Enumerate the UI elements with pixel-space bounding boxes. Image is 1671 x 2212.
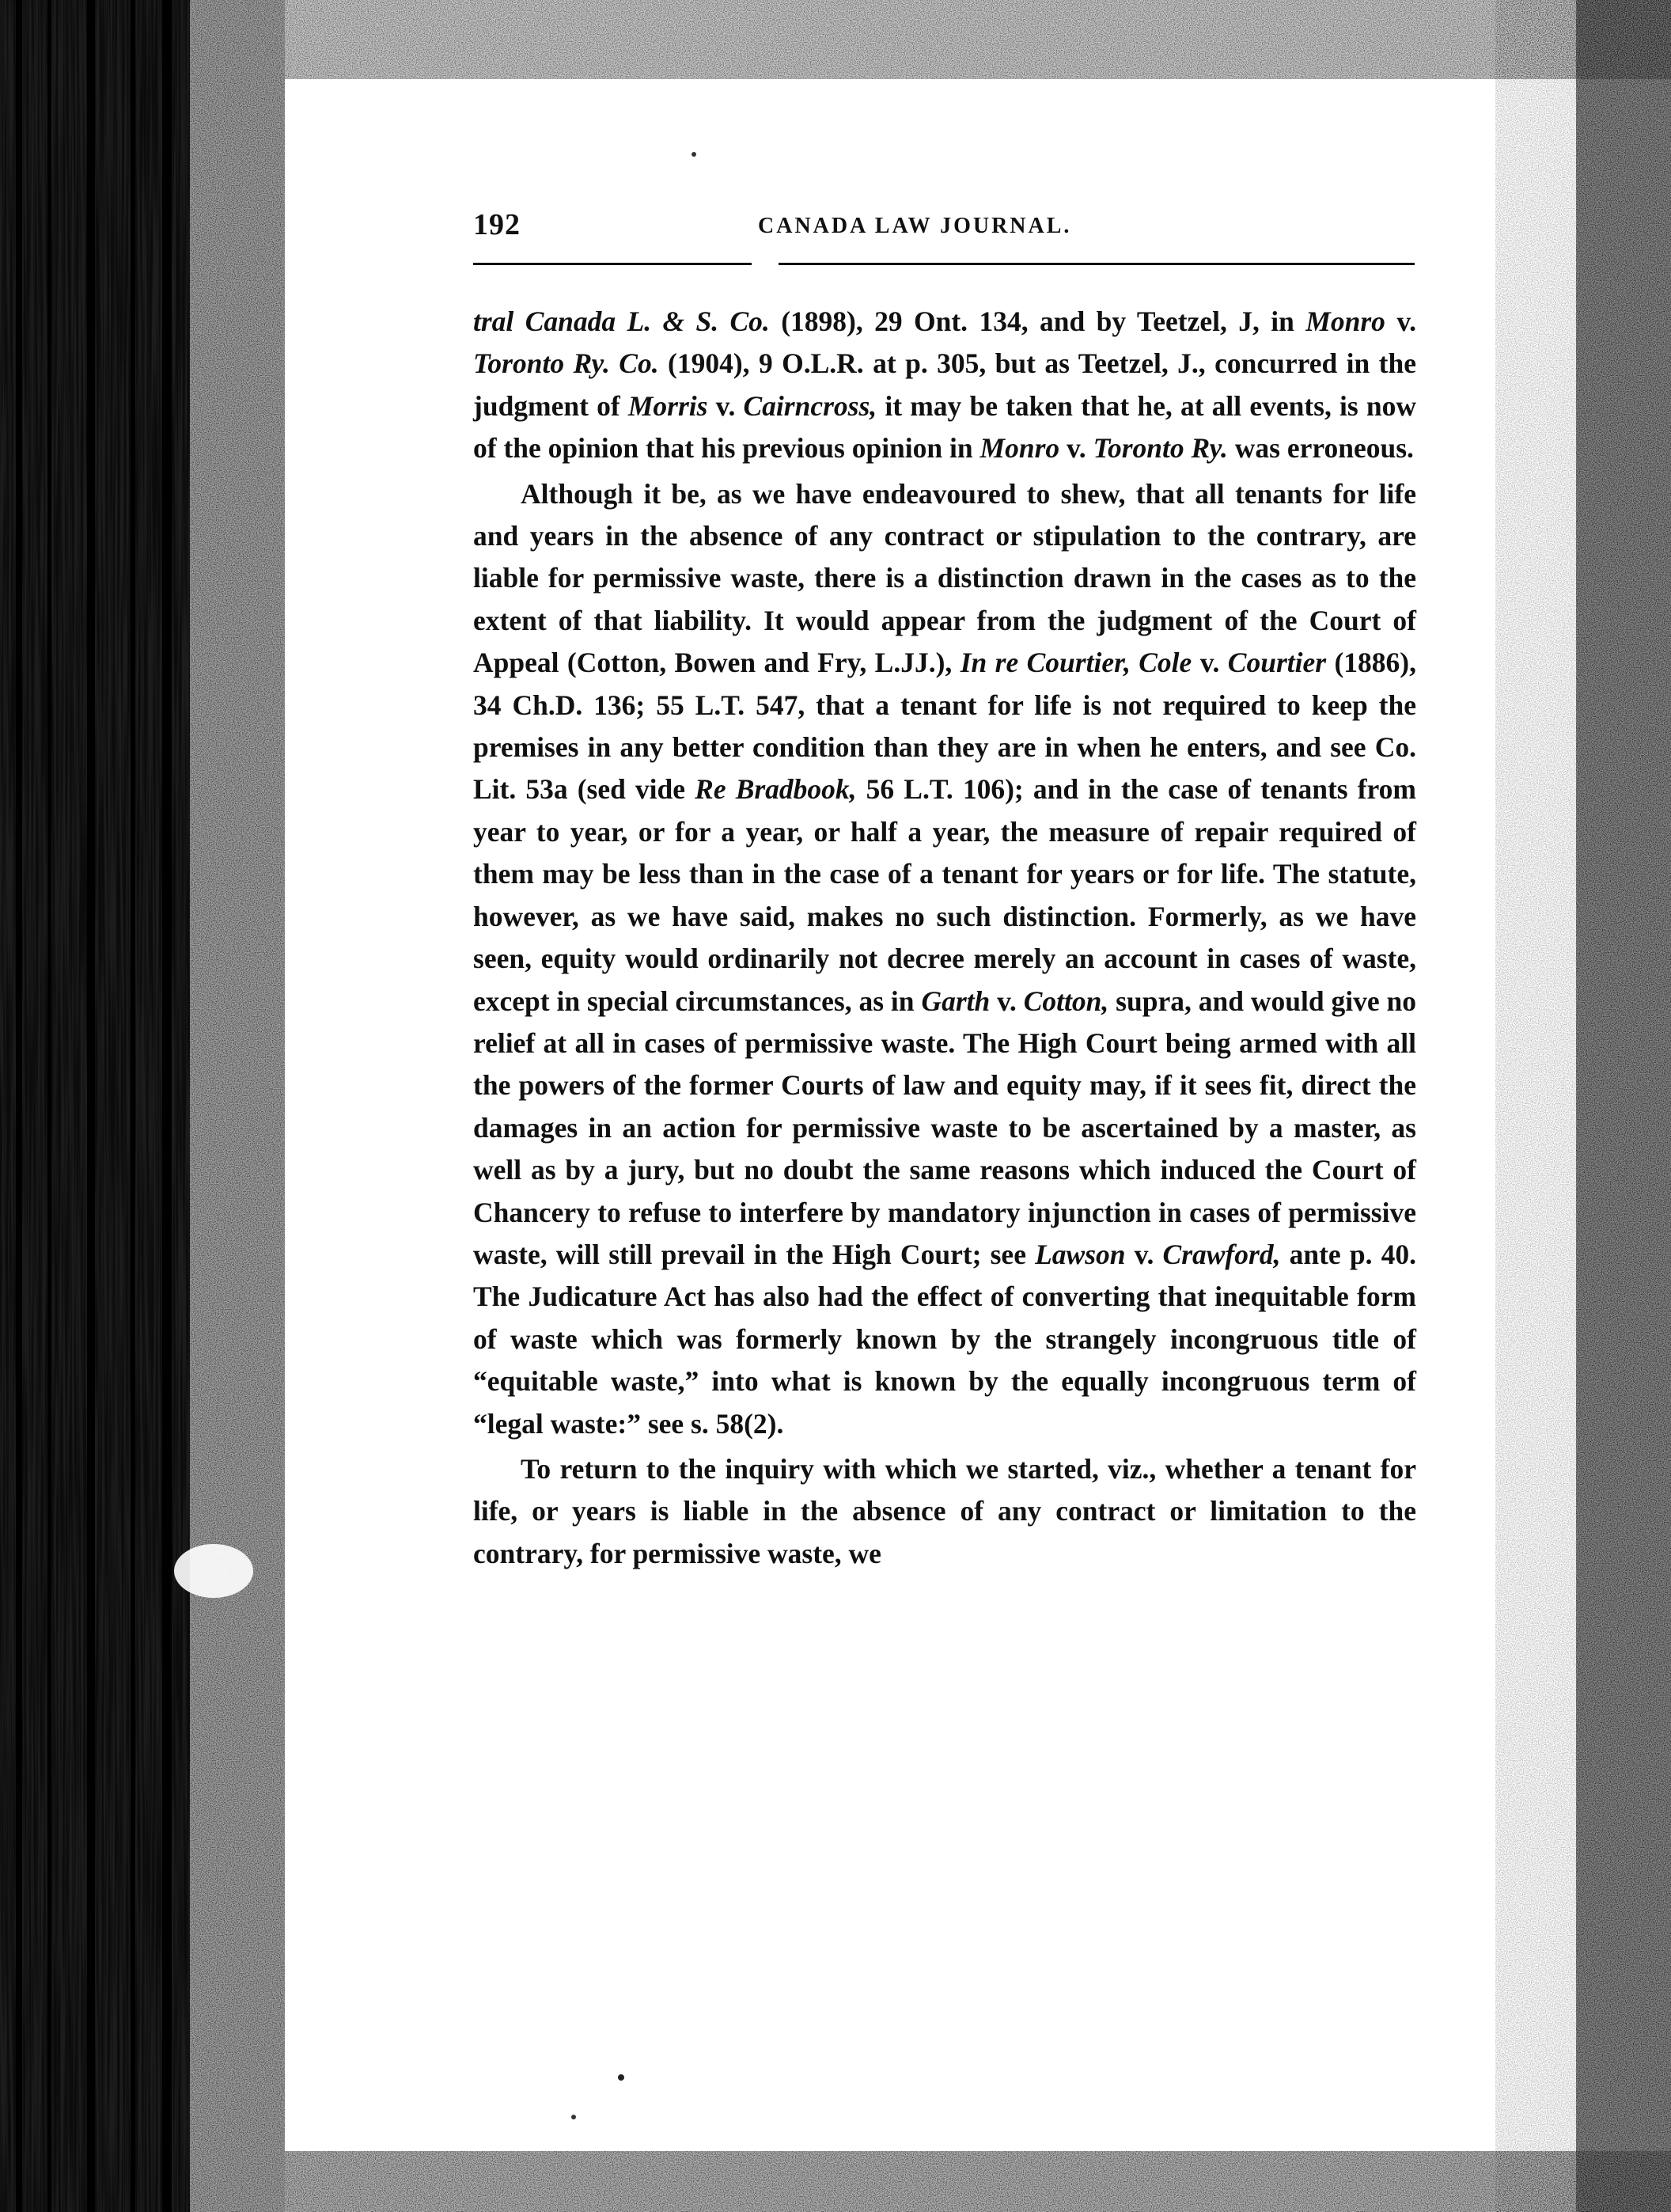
- case-name: Toronto Ry.: [1093, 432, 1228, 465]
- text-run: To return to the inquiry with which we started, viz., whether a tenant for life, or years is liable in the absence of any contract or limitation to the contrary, for permissive waste, we: [473, 1452, 1416, 1569]
- body-text: [473, 301, 1416, 1575]
- case-name: Cotton,: [1023, 985, 1109, 1017]
- case-name: Crawford,: [1162, 1238, 1281, 1270]
- case-name: Lawson: [1035, 1238, 1126, 1270]
- case-name: Courtier: [1227, 647, 1327, 679]
- text-run: v.: [1385, 305, 1416, 337]
- paragraph: [473, 1448, 1416, 1575]
- text-run: ante p. 40. The Judicature Act has also had the effect of converting that inequitable form of waste which was formerly known by the strangely incongruous title of “equitable waste,” into what is known by the equally incongruous term of “legal waste:” see s. 58(2).: [473, 1238, 1416, 1440]
- case-name: Garth: [921, 985, 991, 1017]
- text-run: v.: [1125, 1238, 1163, 1270]
- paragraph: [473, 301, 1416, 470]
- text-run: it may be taken that he, at all events, is now of the opinion that his previous opinion in: [473, 389, 1416, 465]
- text-run: supra, and would give no relief at all in cases of permissive waste. The High Court being armed with all the powers of the former Courts of law and equity may, if it sees fit, direct the damages in an action for permissive waste to be ascertained by a master, as well as by a jury, but no doubt the same reasons which induced the Court of Chancery to refuse to interfere by mandatory injunction in cases of permissive waste, will still prevail in the High Court; see: [473, 985, 1416, 1270]
- text-run: 56 L.T. 106); and in the case of tenants from year to year, or for a year, or half a year, the measure of repair required of them may be less than in the case of a tenant for years or for life. The statute, however, as we have said, makes no such distinction. Formerly, as we have seen, equity would ordinarily not decree merely an account in cases of waste, except in special circumstances, as in: [473, 773, 1416, 1017]
- text-run: v.: [1059, 432, 1093, 465]
- text-run: (1886), 34 Ch.D. 136; 55 L.T. 547, that a tenant for life is not required to keep the premises in any better condition than they are in when he enters, and see Co. Lit. 53a (sed vide: [473, 647, 1417, 806]
- case-name: Monro: [1305, 305, 1385, 337]
- text-run: (1904), 9 O.L.R. at p. 305, but as Teetzel, J., concurred in the judgment of: [473, 347, 1416, 422]
- case-name: Morris: [627, 389, 708, 422]
- journal-title: CANADA LAW JOURNAL.: [758, 214, 1072, 238]
- running-header: [468, 207, 1426, 249]
- page-number: 192: [473, 208, 521, 241]
- text-run: v.: [1192, 647, 1228, 679]
- header-rule-right: [779, 263, 1415, 265]
- case-name: tral Canada L. & S. Co.: [473, 305, 770, 337]
- text-run: was erroneous.: [1227, 432, 1414, 465]
- header-rule-left: [473, 263, 752, 265]
- text-run: Although it be, as we have endeavoured to shew, that all tenants for life and years in the absence of any contract or stipulation to the contrary, are liable for permissive waste, there is a distinction drawn in the cases as to the extent of that liability. It would appear from the judgment of the Court of Appeal (Cotton, Bowen and Fry, L.JJ.),: [473, 477, 1416, 679]
- case-name: Monro: [979, 432, 1060, 465]
- text-run: v.: [990, 985, 1024, 1017]
- case-name: Cairncross,: [743, 389, 877, 422]
- case-name: Toronto Ry. Co.: [473, 347, 659, 380]
- journal-page: [468, 207, 1426, 1569]
- case-name: In re Courtier, Cole: [960, 647, 1192, 679]
- text-run: v.: [707, 389, 744, 422]
- case-name: Re Bradbook,: [695, 773, 857, 806]
- paragraph: [473, 473, 1416, 1445]
- text-run: (1898), 29 Ont. 134, and by Teetzel, J, in: [769, 305, 1306, 337]
